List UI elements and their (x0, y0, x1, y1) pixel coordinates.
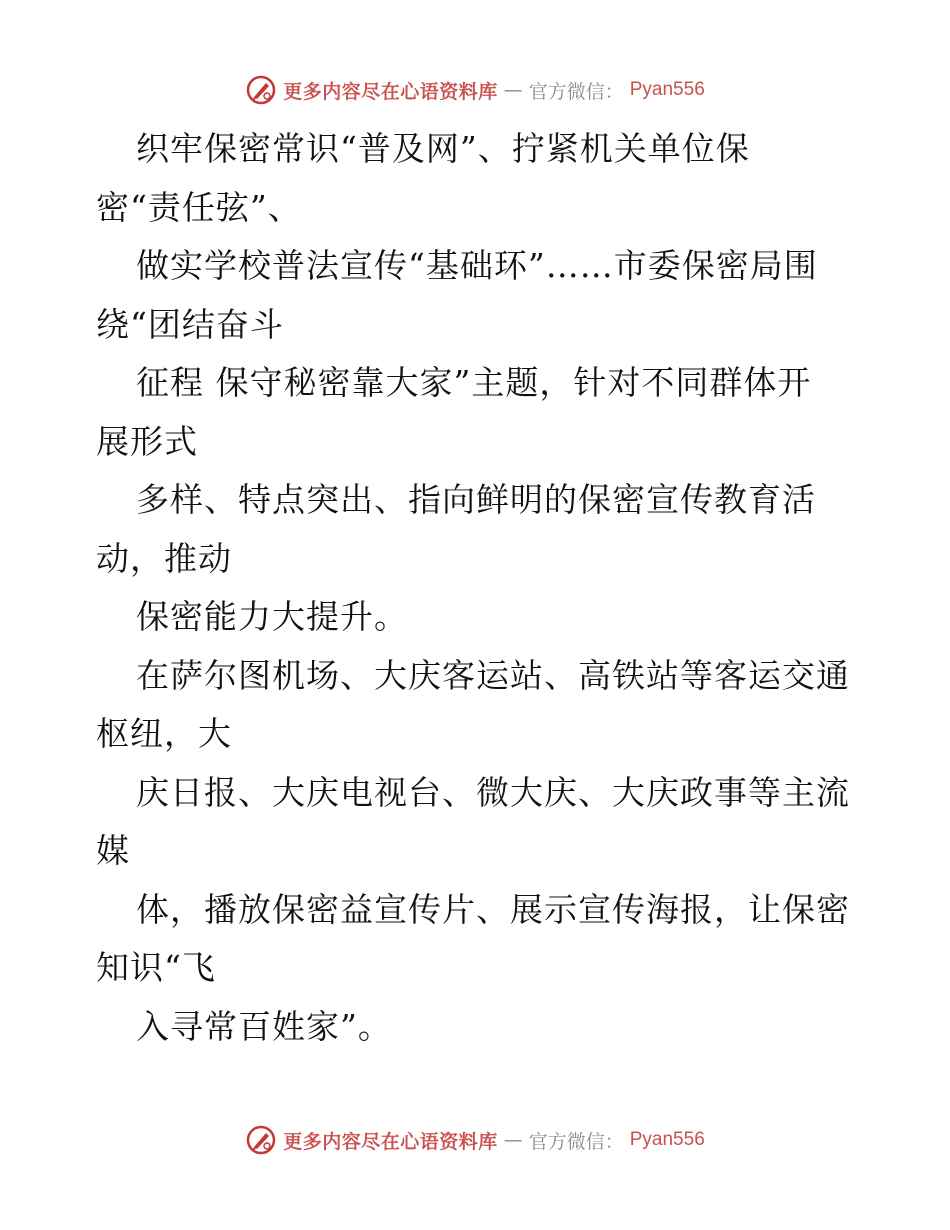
header-wechat-id: Pyan556 (629, 79, 705, 100)
body-line-14: 体，播放保密益宣传片、展示宣传海报，让保密 (136, 889, 850, 929)
document-body (96, 120, 896, 1056)
body-line-11: 枢纽，大 (96, 714, 232, 753)
header-dash: — (503, 79, 523, 101)
footer-wechat-label: 官方微信： (528, 1130, 624, 1153)
body-line-16: 入寻常百姓家”。 (136, 1006, 392, 1046)
body-line-10: 在萨尔图机场、大庆客运站、高铁站等客运交通 (136, 655, 850, 695)
body-line-1: 织牢保密常识“普及网”、拧紧机关单位保 (136, 129, 750, 168)
header-wechat-label: 官方微信： (528, 80, 624, 103)
body-line-12: 庆日报、大庆电视台、微大庆、大庆政事等主流 (136, 772, 850, 812)
header-site-text: 更多内容尽在心语资料库 (283, 80, 498, 103)
footer-site-text: 更多内容尽在心语资料库 (283, 1130, 498, 1153)
body-line-4: 绕“团结奋斗 (96, 304, 284, 344)
body-line-3: 做实学校普法宣传“基础环”……市委保密局围 (136, 246, 818, 285)
body-line-15: 知识“飞 (96, 948, 216, 987)
footer-banner (0, 1120, 950, 1160)
footer-dash: — (503, 1129, 523, 1151)
body-line-9: 保密能力大提升。 (136, 597, 408, 636)
footer-wechat-id: Pyan556 (629, 1129, 705, 1150)
quill-circle-logo-icon (245, 1124, 277, 1156)
header-banner (0, 70, 950, 110)
body-line-7: 多样、特点突出、指向鲜明的保密宣传教育活 (136, 480, 816, 519)
body-line-13: 媒 (96, 831, 130, 870)
body-line-2: 密“责任弦”、 (96, 187, 302, 227)
body-line-5: 征程 保守秘密靠大家”主题，针对不同群体开 (136, 363, 812, 402)
body-line-6: 展形式 (96, 421, 198, 461)
body-line-8: 动，推动 (96, 538, 232, 578)
quill-circle-logo-icon (245, 74, 277, 106)
